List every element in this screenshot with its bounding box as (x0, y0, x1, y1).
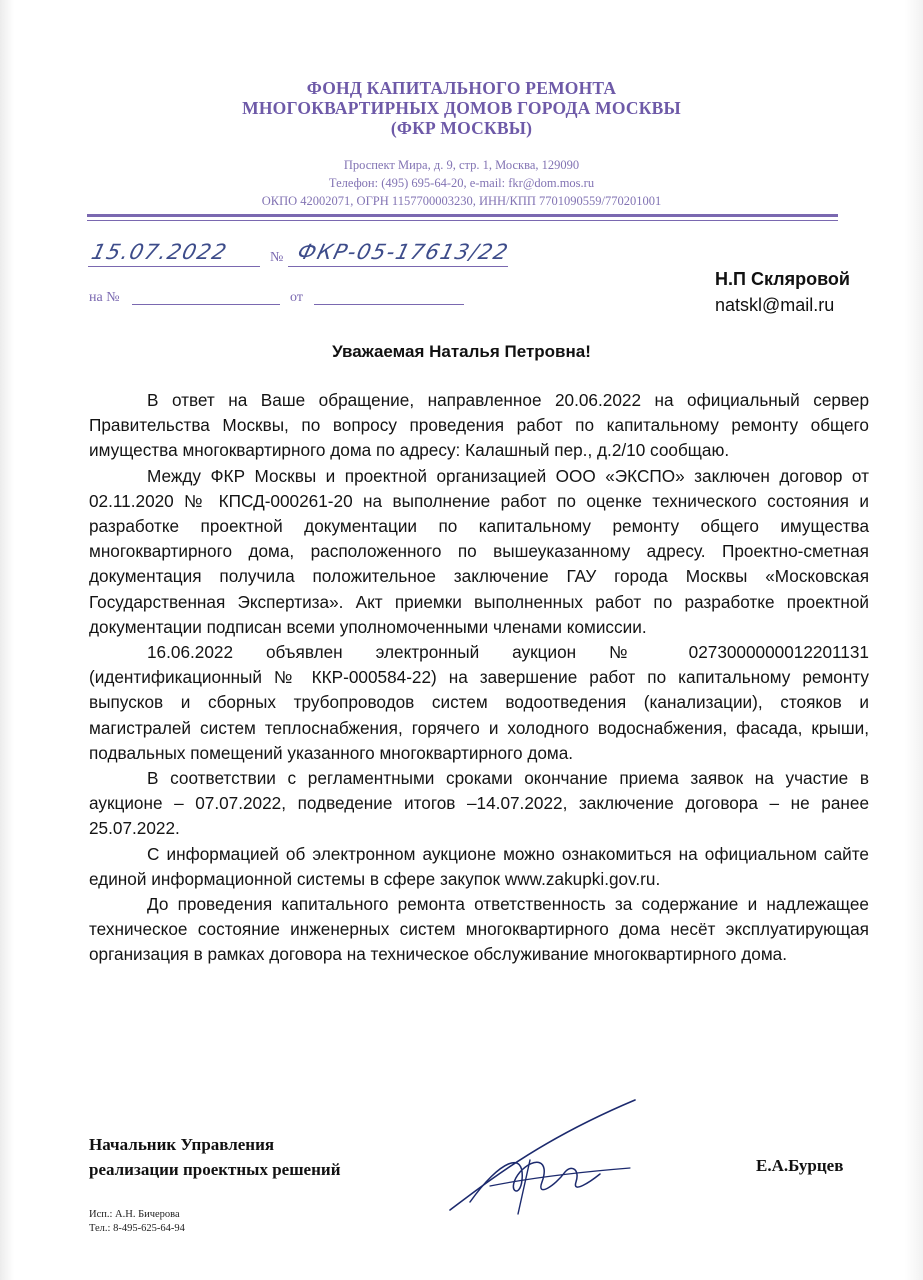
executor-phone: Тел.: 8-495-625-64-94 (89, 1223, 185, 1234)
addressee-block (715, 266, 850, 318)
paragraph: До проведения капитального ремонта ответственность за содержание и надлежащее техническое состояние инженерных систем многоквартирного дома несёт эксплуатирующая организация в рамках договора на техническое обслуживание многоквартирного дома. (89, 894, 869, 965)
signer-title-line-1: Начальник Управления (89, 1135, 275, 1154)
signer-title (89, 1132, 341, 1182)
letter-body (89, 388, 869, 968)
date-underline (88, 266, 260, 267)
org-name-line-2: МНОГОКВАРТИРНЫХ ДОМОВ ГОРОДА МОСКВЫ (242, 98, 681, 118)
paragraph: Между ФКР Москвы и проектной организацией ООО «ЭКСПО» заключен договор от 02.11.2020 № КПСД-000261-20 на выполнение работ по оценке технического состояния и разработке проектной документации по капитальному ремонту общего имущества многоквартирного дома, расположенного по вышеуказанному адресу. Проектно-сметная документация получила положительное заключение ГАУ города Москвы «Московская Государственная Экспертиза». Акт приемки выполненных работ по разработке проектной документации подписан всеми уполномоченными членами комиссии. (89, 465, 869, 637)
executor-info (89, 1208, 185, 1236)
outgoing-number: ФКР-05-17613/22 (295, 240, 512, 264)
reference-number-label: на № (89, 290, 120, 305)
reference-date-label: от (290, 290, 303, 305)
addressee-name: Н.П Скляровой (715, 269, 850, 289)
signer-name: Е.А.Бурцев (756, 1156, 844, 1175)
executor-name: Исп.: А.Н. Бичерова (89, 1209, 180, 1220)
paragraph: 16.06.2022 объявлен электронный аукцион № 0273000000012201131 (идентификационный № ККР-000584-22) на завершение работ по капитальному ремонту выпусков и сборных трубопроводов систем водоотведения (канализации), стояков и магистралей систем теплоснабжения, горячего и холодного водоснабжения, фасада, крыши, подвальных помещений указанного многоквартирного дома. (89, 642, 869, 763)
number-underline (288, 266, 508, 267)
handwritten-signature (430, 1090, 660, 1220)
addressee-email: natskl@mail.ru (715, 295, 835, 315)
number-sign: № (270, 250, 284, 265)
org-registry-codes: ОКПО 42002071, ОГРН 1157700003230, ИНН/КПП 7701090559/770201001 (261, 194, 662, 208)
organization-name (0, 78, 923, 138)
paragraph: С информацией об электронном аукционе можно ознакомиться на официальном сайте единой информационной системы в сфере закупок www.zakupki.gov.ru. (89, 843, 869, 889)
org-phone-email: Телефон: (495) 695-64-20, e-mail: fkr@dom.mos.ru (328, 176, 595, 190)
header-divider-thick (87, 214, 838, 217)
reference-number-line (132, 304, 280, 305)
org-name-line-1: ФОНД КАПИТАЛЬНОГО РЕМОНТА (306, 78, 617, 98)
outgoing-date: 15.07.2022 (89, 240, 231, 264)
org-address: Проспект Мира, д. 9, стр. 1, Москва, 129090 (343, 158, 580, 172)
reference-date-line (314, 304, 464, 305)
header-divider-thin (87, 220, 838, 221)
paragraph: В соответствии с регламентными сроками окончание приема заявок на участие в аукционе – 07.07.2022, подведение итогов –14.07.2022, заключение договора – не ранее 25.07.2022. (89, 768, 869, 839)
salutation: Уважаемая Наталья Петровна! (332, 342, 591, 361)
org-name-line-3: (ФКР МОСКВЫ) (390, 118, 533, 138)
organization-contacts (0, 156, 923, 210)
paragraph: В ответ на Ваше обращение, направленное 20.06.2022 на официальный сервер Правительства Москвы, по вопросу проведения работ по капитальному ремонту общего имущества многоквартирного дома по адресу: Калашный пер., д.2/10 сообщаю. (89, 390, 869, 461)
signer-title-line-2: реализации проектных решений (89, 1160, 341, 1179)
